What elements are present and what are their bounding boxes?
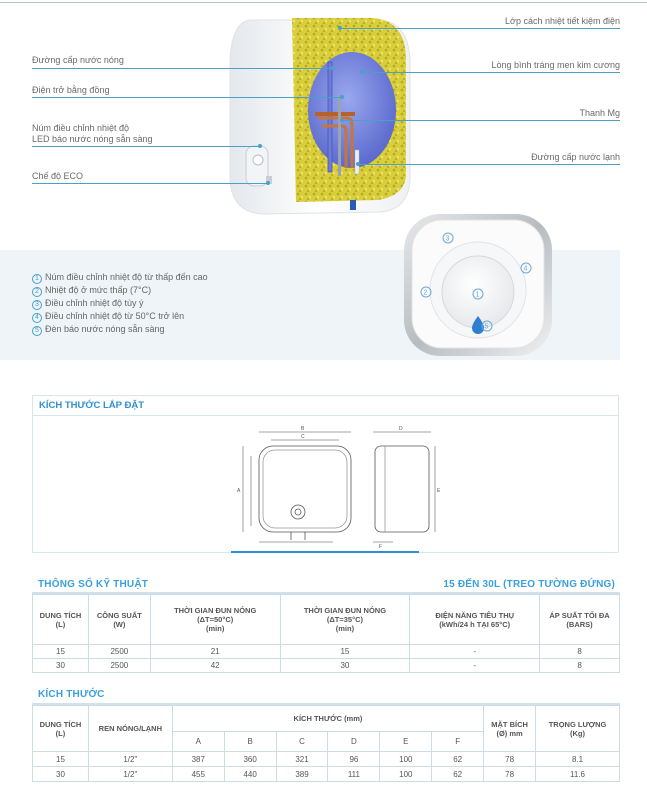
- table-cell: 15: [33, 645, 89, 659]
- dim-header-size: KÍCH THƯỚC (mm): [172, 706, 483, 732]
- table-cell: 15: [33, 752, 89, 767]
- specs-header-heat-time-35: THỜI GIAN ĐUN NÓNG (ΔT=35°C) (min): [280, 595, 410, 645]
- legend-text: Núm điều chỉnh nhiệt độ từ thấp đến cao: [45, 272, 208, 282]
- dial-number-2: 2: [423, 289, 428, 297]
- legend-item: [32, 285, 151, 297]
- table-cell: 100: [380, 767, 432, 782]
- dot-mg-rod: [340, 118, 344, 122]
- dot-enamel-tank: [360, 70, 364, 74]
- leader-copper-element: [32, 97, 342, 98]
- table-cell: 321: [276, 752, 328, 767]
- installation-title: KÍCH THƯỚC LẮP ĐẶT: [33, 396, 618, 416]
- table-cell: 30: [33, 659, 89, 673]
- table-cell: 42: [150, 659, 280, 673]
- table-cell: 78: [484, 767, 536, 782]
- specs-header-heat-time-50: THỜI GIAN ĐUN NÓNG (ΔT=50°C) (min): [150, 595, 280, 645]
- leader-cold-water-pipe: [358, 164, 620, 165]
- leader-mg-rod: [342, 120, 620, 121]
- table-cell: 78: [484, 752, 536, 767]
- table-cell: 100: [380, 752, 432, 767]
- specs-title: THÔNG SỐ KỸ THUẬT: [38, 579, 149, 590]
- legend-number: 1: [32, 274, 42, 284]
- specs-table: [32, 594, 620, 673]
- legend-item: [32, 298, 144, 310]
- dim-label-b: B: [301, 426, 305, 432]
- dot-cold-water-pipe: [356, 162, 360, 166]
- dial-number-4: 4: [523, 265, 528, 273]
- legend-number: 3: [32, 300, 42, 310]
- dim-subheader-e: E: [380, 732, 432, 752]
- label-enamel-tank: Lòng bình tráng men kim cương: [491, 60, 620, 70]
- dim-header-thread: REN NÓNG/LẠNH: [88, 706, 172, 752]
- table-row: [33, 752, 620, 767]
- table-cell: -: [410, 659, 540, 673]
- dim-label-f: F: [379, 544, 383, 550]
- dim-label-c: C: [301, 434, 305, 440]
- label-led-ready: LED báo nước nóng sẵn sàng: [32, 134, 153, 144]
- installation-section: [32, 395, 619, 553]
- dim-label-e: E: [437, 488, 441, 494]
- table-cell: 15: [280, 645, 410, 659]
- dimensions-title: KÍCH THƯỚC: [38, 689, 105, 700]
- dial-number-3: 3: [445, 235, 450, 243]
- installation-drawing: [33, 416, 618, 552]
- dot-copper-element: [340, 95, 344, 99]
- leader-hot-water-pipe: [32, 68, 332, 69]
- control-panel-illustration: [398, 210, 558, 360]
- legend-item: [32, 324, 165, 336]
- legend-number: 4: [32, 313, 42, 323]
- specs-header-power: CÔNG SUẤT (W): [88, 595, 150, 645]
- table-cell: 62: [432, 752, 484, 767]
- dot-eco-mode: [266, 181, 270, 185]
- leader-eco-mode: [32, 183, 268, 184]
- dim-subheader-f: F: [432, 732, 484, 752]
- table-cell: 8: [540, 645, 620, 659]
- dim-subheader-c: C: [276, 732, 328, 752]
- table-cell: 455: [172, 767, 224, 782]
- table-cell: 111: [328, 767, 380, 782]
- dial-number-5: 5: [484, 323, 489, 331]
- table-cell: 8: [540, 659, 620, 673]
- legend-number: 5: [32, 326, 42, 336]
- dim-label-a: A: [237, 488, 241, 494]
- table-row: [33, 645, 620, 659]
- specs-header-capacity: DUNG TÍCH (L): [33, 595, 89, 645]
- legend-text: Đèn báo nước nóng sẵn sàng: [45, 324, 165, 334]
- table-cell: 1/2": [88, 767, 172, 782]
- table-cell: 30: [33, 767, 89, 782]
- table-cell: -: [410, 645, 540, 659]
- specs-header-pressure: ÁP SUẤT TỐI ĐA (BARS): [540, 595, 620, 645]
- label-mg-rod: Thanh Mg: [579, 108, 620, 118]
- dim-subheader-b: B: [224, 732, 276, 752]
- legend-text: Nhiệt độ ở mức thấp (7°C): [45, 285, 152, 295]
- table-cell: 11.6: [536, 767, 620, 782]
- dim-header-flange: MẶT BÍCH (Ø) mm: [484, 706, 536, 752]
- leader-temp-knob: [32, 146, 260, 147]
- dim-header-capacity: DUNG TÍCH (L): [33, 706, 89, 752]
- dot-temp-knob: [258, 144, 262, 148]
- dot-insulation: [338, 26, 342, 30]
- label-eco-mode: Chế độ ECO: [32, 171, 84, 181]
- table-cell: 2500: [88, 659, 150, 673]
- table-cell: 96: [328, 752, 380, 767]
- label-cold-water-pipe: Đường cấp nước lạnh: [531, 152, 620, 162]
- legend-text: Điều chỉnh nhiệt độ từ 50°C trở lên: [45, 311, 185, 321]
- legend-item: [32, 311, 184, 323]
- specs-subtitle: 15 ĐẾN 30L (TREO TƯỜNG ĐỨNG): [443, 579, 615, 590]
- specs-header-energy: ĐIỆN NĂNG TIÊU THỤ (kWh/24 h TẠI 65°C): [410, 595, 540, 645]
- table-cell: 30: [280, 659, 410, 673]
- dim-header-weight: TRỌNG LƯỢNG (Kg): [536, 706, 620, 752]
- leader-enamel-tank: [362, 72, 620, 73]
- label-copper-element: Điện trở bằng đồng: [32, 85, 110, 95]
- table-row: [33, 767, 620, 782]
- table-row: [33, 659, 620, 673]
- legend-text: Điều chỉnh nhiệt độ tùy ý: [45, 298, 144, 308]
- dimensions-table: [32, 705, 620, 782]
- table-cell: 360: [224, 752, 276, 767]
- dim-subheader-d: D: [328, 732, 380, 752]
- installation-underline: [231, 551, 419, 553]
- table-cell: 62: [432, 767, 484, 782]
- table-cell: 389: [276, 767, 328, 782]
- table-cell: 387: [172, 752, 224, 767]
- dial-number-1: 1: [475, 291, 480, 299]
- table-cell: 1/2": [88, 752, 172, 767]
- dot-hot-water-pipe: [330, 66, 334, 70]
- legend-number: 2: [32, 287, 42, 297]
- label-insulation: Lớp cách nhiệt tiết kiệm điện: [505, 16, 620, 26]
- table-cell: 21: [150, 645, 280, 659]
- dim-label-d: D: [399, 426, 403, 432]
- leader-insulation: [340, 28, 620, 29]
- table-cell: 2500: [88, 645, 150, 659]
- label-temp-knob: Núm điều chỉnh nhiệt độ: [32, 123, 130, 133]
- label-hot-water-pipe: Đường cấp nước nóng: [32, 55, 124, 65]
- legend-item: [32, 272, 208, 284]
- dim-subheader-a: A: [172, 732, 224, 752]
- table-cell: 8.1: [536, 752, 620, 767]
- table-cell: 440: [224, 767, 276, 782]
